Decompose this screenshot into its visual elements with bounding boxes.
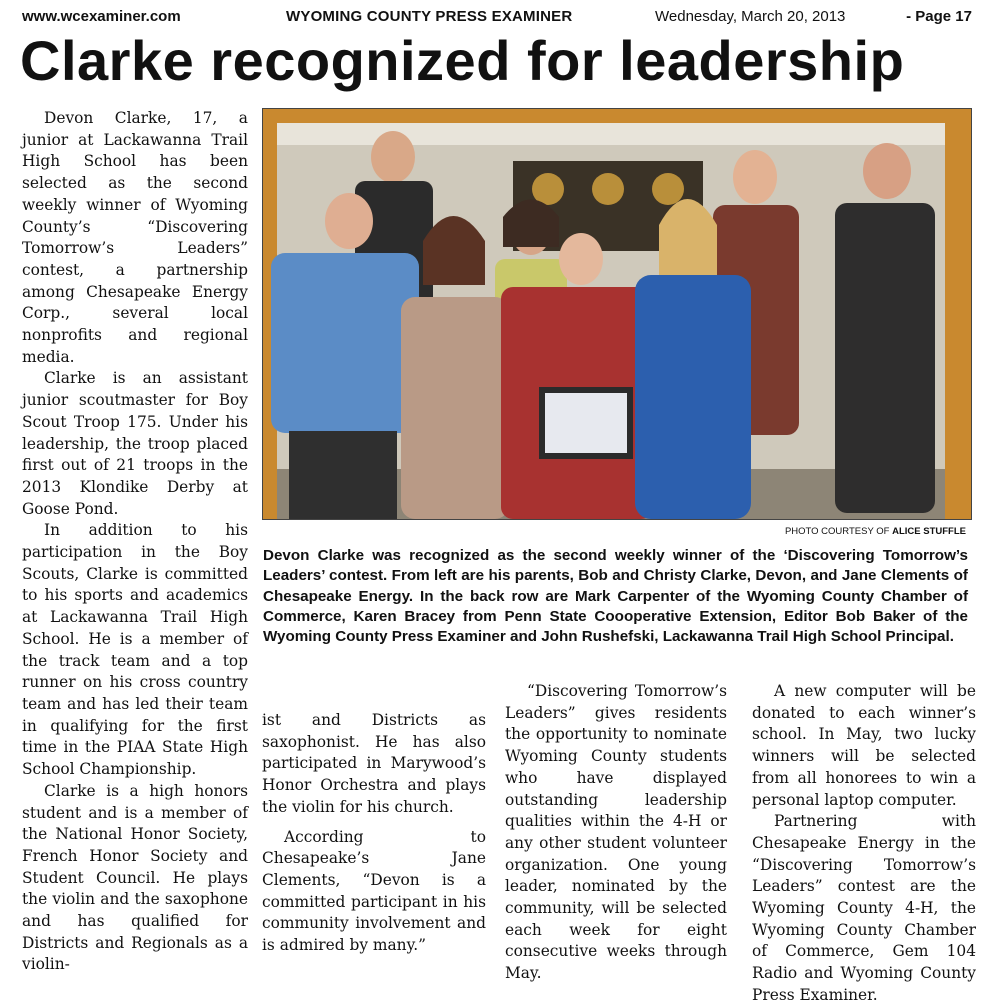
issue-date: Wednesday, March 20, 2013 <box>655 8 846 25</box>
photo-credit-prefix: PHOTO COURTESY OF <box>784 526 890 537</box>
article-paragraph: In addition to his participation in the Boy Scouts, Clarke is committed to his sports and academics at Lackawanna Trail High School. He is a member of the track team and a top runner on his cross country team and has led their team in qualifying for the first time in the PIAA State High School Championship. <box>22 521 248 779</box>
page-number: - Page 17 <box>906 8 972 25</box>
group-photo <box>262 108 972 520</box>
article-paragraph: Devon Clarke, 17, a junior at Lackawanna Trail High School has been selected as the second weekly winner of Wyoming County’s “Discovering Tomorrow’s Leaders” contest, a partnership among Chesapeake Energy Corp., several local nonprofits and regional media. <box>22 109 248 366</box>
article-paragraph: Clarke is an assistant junior scoutmaster for Boy Scout Troop 175. Under his leadership, the troop placed first out of 21 troops in the 2013 Klondike Derby at Goose Pond. <box>22 369 248 518</box>
site-url[interactable]: www.wcexaminer.com <box>22 8 181 25</box>
article-paragraph: Clarke is a high honors student and is a member of the National Honor Society, French Honor Society and Student Council. He plays the violin and the saxophone and has qualified for Districts and Regionals as a violin- <box>22 781 248 974</box>
article-paragraph: “Discovering Tomorrow’s Leaders” gives residents the opportunity to nominate Wyoming County students who have displayed outstanding leadership qualities within the 4-H or any other student volunteer organization. One young leader, nominated by the community, will be selected each week for eight consecutive weeks through May. <box>505 682 727 983</box>
article-column-4 <box>752 681 976 1007</box>
article-paragraph: According to Chesapeake’s Jane Clements, “Devon is a committed participant in his community involvement and is admired by many.” <box>262 827 486 955</box>
article-paragraph: Partnering with Chesapeake Energy in the “Discovering Tomorrow’s Leaders” contest are the Wyoming County 4-H, the Wyoming County Chamber of Commerce, Gem 104 Radio and Wyoming County Press Examiner. <box>752 812 976 1004</box>
article-column-1 <box>22 108 248 976</box>
paper-name: WYOMING COUNTY PRESS EXAMINER <box>286 8 573 25</box>
photo-caption: Devon Clarke was recognized as the second weekly winner of the ‘Discovering Tomorrow’s Leaders’ contest. From left are his parents, Bob and Christy Clarke, Devon, and Jane Clements of Chesapeake Energy. In the back row are Mark Carpenter of the Wyoming County Chamber of Commerce, Karen Bracey from Penn State Coooperative Extension, Editor Bob Baker of the Wyoming County Press Examiner and John Rushefski, Lackawanna Trail High School Principal. <box>263 547 968 646</box>
photo-credit-name: ALICE STUFFLE <box>892 526 966 537</box>
headline: Clarke recognized for leadership <box>20 29 905 92</box>
masthead <box>22 6 972 28</box>
article-paragraph: A new computer will be donated to each winner’s school. In May, two lucky winners will be selected from all honorees to win a personal laptop computer. <box>752 682 976 809</box>
article-column-3 <box>505 681 727 985</box>
article-column-2 <box>262 710 486 957</box>
article-paragraph: ist and Districts as saxophonist. He has also participated in Marywood’s Honor Orchestra and plays the violin for his church. <box>262 711 486 816</box>
photo-credit <box>720 526 966 537</box>
